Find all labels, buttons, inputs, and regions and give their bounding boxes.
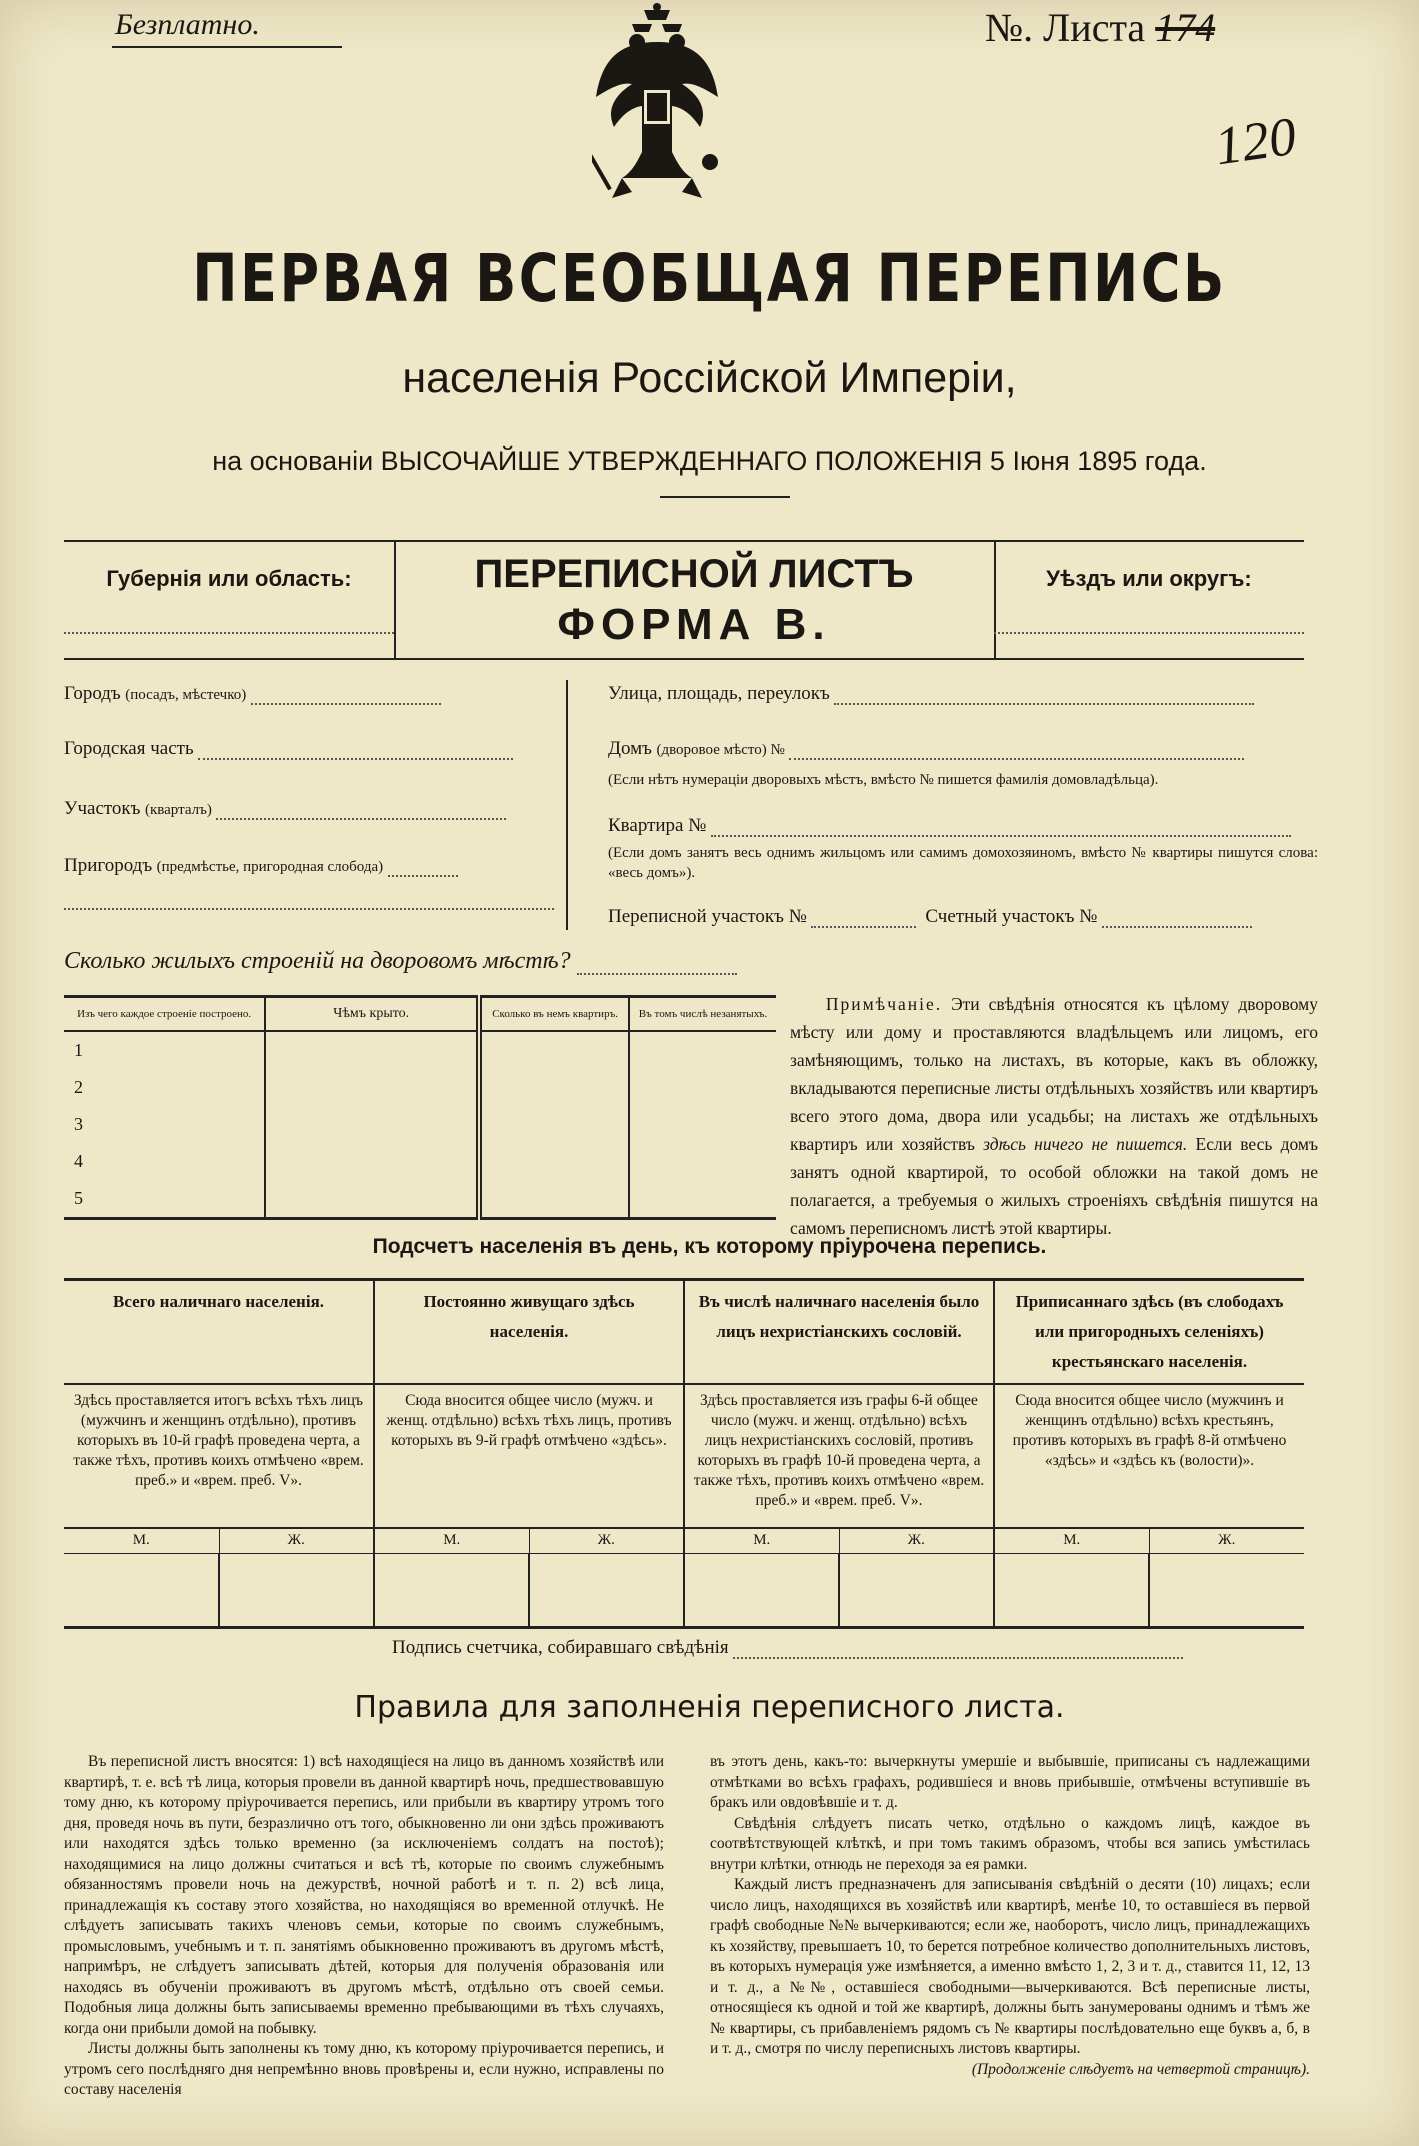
count-input-cell[interactable]: [219, 1554, 374, 1628]
house-label: Домъ: [608, 738, 652, 759]
district-field[interactable]: [994, 632, 1304, 634]
rules-paragraph: Въ переписной листъ вносятся: 1) всѣ находящіеся на лицо въ данномъ хозяйствѣ или квартирѣ, т. е. всѣ тѣ лица, которыя провели въ данной квартирѣ ночь, предшествовавшую тому дню, къ которому пріурочивается перепись, или прибыли въ квартиру утромъ того дня, проведя ночь въ пути, безразлично отъ того, обыкновенно ли они здѣсь проживаютъ или находятся здѣсь только временно (за исключеніемъ солдатъ на постоѣ); находящимися на лицо должны считаться и всѣ тѣ, которые по своимъ служебнымъ обязанностямъ провели ночь на дежурствѣ, ночной работѣ и т. п. 2) всѣ лица, принадлежащія къ составу этого хозяйства, но находящіяся во временной отлучкѣ. Не слѣдуетъ записывать такихъ членовъ семьи, которые по своимъ служебнымъ, промысловымъ, учебнымъ и т. п. занятіямъ обыкновенно проживаютъ въ другомъ мѣстѣ, напримѣръ, не слѣдуетъ записывать дѣтей, которыя для полученія образованія или находясь въ обученіи проживаютъ въ другомъ мѣстѣ, отдѣльно отъ своей семьи. Подобныя лица должны быть записываемы временно пребывающими въ тѣхъ случаяхъ, когда они прибыли домой на побывку.: [64, 1753, 664, 2037]
province-cell: [64, 542, 396, 658]
suburb-label: Пригородъ: [64, 855, 153, 876]
buildings-question-text: Сколько жилыхъ строеній на дворовомъ мѣстѣ?: [64, 948, 571, 974]
city-part-field[interactable]: [198, 758, 513, 760]
count-head-present: Всего наличнаго населенія.: [64, 1280, 374, 1385]
form-title: ПЕРЕПИСНОЙ ЛИСТЪ: [474, 552, 914, 596]
province-field[interactable]: [64, 632, 394, 634]
apartment-field[interactable]: [711, 835, 1291, 837]
sheet-number-label: №. Листа: [985, 5, 1146, 50]
table-cell[interactable]: [479, 1069, 629, 1106]
house-field[interactable]: [789, 758, 1244, 760]
imperial-eagle-emblem: [592, 2, 722, 207]
count-desc-peasants: Сюда вносится общее число (мужчинъ и женщинъ отдѣльно) всѣхъ крестьянъ, противъ которыхъ въ графѣ 8-й отмѣчено «здѣсь» и «здѣсь къ (волости)».: [994, 1384, 1304, 1528]
city-label: Городъ: [64, 683, 121, 704]
count-desc-present: Здѣсь проставляется итогъ всѣхъ тѣхъ лицъ (мужчинъ и женщинъ отдѣльно), противъ которыхъ въ 10-й графѣ проведена черта, а также тѣхъ, противъ коихъ отмѣчено «врем. преб.» и «врем. преб. V».: [73, 1392, 364, 1489]
row-number: 4: [74, 1151, 83, 1171]
signature-label: Подпись счетчика, собиравшаго свѣдѣнія: [392, 1637, 729, 1658]
street-label: Улица, площадь, переулокъ: [608, 683, 830, 704]
population-count-table: [64, 1278, 1304, 1629]
female-header: Ж.: [839, 1528, 994, 1554]
table-cell[interactable]: [265, 1031, 479, 1069]
city-part-label: Городская часть: [64, 738, 194, 759]
precinct-note: (кварталъ): [144, 802, 212, 818]
suburb-field-continued[interactable]: [64, 908, 554, 910]
male-header: М.: [64, 1528, 219, 1554]
remark-text-italic: здѣсь ничего не пишется.: [983, 1134, 1188, 1154]
table-cell[interactable]: [629, 1069, 776, 1106]
signature-field[interactable]: [733, 1657, 1183, 1659]
form-title-cell: [394, 542, 996, 658]
rules-paragraph: Свѣдѣнія слѣдуетъ писать четко, отдѣльно о каждомъ лицѣ, каждое въ соотвѣтствующей клѣткѣ, и при томъ такимъ образомъ, чтобы вся запись умѣстилась внутри клѣтки, отнюдь не переходя за ея рамки.: [710, 1814, 1310, 1873]
apartment-row: [608, 815, 1291, 837]
table-cell[interactable]: [479, 1031, 629, 1069]
row-number: 1: [74, 1040, 83, 1060]
city-row: [64, 683, 441, 705]
house-note: (дворовое мѣсто) №: [656, 742, 785, 758]
table-row: [64, 1106, 776, 1143]
count-section-title: Подсчетъ населенія въ день, къ которому пріурочена перепись.: [372, 1235, 1047, 1258]
house-hint: (Если нѣтъ нумераціи дворовыхъ мѣстъ, вмѣсто № пишется фамилія домовладѣльца).: [608, 772, 1159, 788]
table-cell[interactable]: [265, 1143, 479, 1180]
buildings-question: [64, 948, 737, 975]
count-input-cell[interactable]: [374, 1554, 529, 1628]
count-input-cell[interactable]: [839, 1554, 994, 1628]
sheet-number: [985, 4, 1215, 51]
legal-basis: на основаніи ВЫСОЧАЙШЕ УТВЕРЖДЕННАГО ПОЛОЖЕНІЯ 5 Іюня 1895 года.: [212, 446, 1207, 476]
rules-right-column: [710, 1752, 1310, 2080]
count-input-cell[interactable]: [1149, 1554, 1304, 1628]
address-divider: [566, 680, 568, 930]
count-input-cell[interactable]: [684, 1554, 839, 1628]
city-note: (посадъ, мѣстечко): [125, 687, 247, 703]
count-head-non-christian: Въ числѣ наличнаго населенія было лицъ нехристіанскихъ сословій.: [684, 1280, 994, 1385]
precinct-row: [64, 798, 506, 820]
table-cell[interactable]: [265, 1069, 479, 1106]
female-header: Ж.: [529, 1528, 684, 1554]
district-label: Уѣздъ или округъ:: [1046, 566, 1252, 591]
handwritten-number: 120: [1211, 105, 1300, 177]
free-underline: [112, 46, 342, 48]
remark-text-b: Если весь домъ занятъ одной квартирой, то особой обложки на такой домъ не полагается, а требуемыя о жилыхъ строеніяхъ свѣдѣнія пишутся на самомъ переписномъ листѣ этой квартиры.: [790, 1134, 1319, 1238]
precinct-field[interactable]: [216, 818, 506, 820]
count-input-cell[interactable]: [64, 1554, 219, 1628]
free-label: Безплатно.: [115, 8, 260, 41]
page-subtitle: населенія Россійской Имперіи,: [402, 354, 1017, 402]
rules-paragraph: Каждый листъ предназначенъ для записыванія свѣдѣній о десяти (10) лицахъ; если число лицъ, находящихся въ хозяйствѣ или квартирѣ, менѣе 10, то оставшіеся въ первой графѣ свободные №№ вычеркиваются; если же, наоборотъ, число лицъ, принадлежащихъ къ хозяйству, превышаетъ 10, то берется потребное количество дополнительныхъ листовъ, въ которыхъ нумерація уже измѣняется, а именно вмѣсто 1, 2, 3 и т. д., ставится 11, 12, 13 и т. д., а №№, оставшіеся свободными—вычеркиваются. Всѣ переписные листы, относящіеся къ одной и той же квартирѣ, должны быть занумерованы однимъ и тѣмъ же № квартиры, съ прибавленіемъ рядомъ съ № квартиры послѣдовательно еще буквъ а, б, в и т. д., смотря по числу переписныхъ листовъ квартиры.: [710, 1876, 1310, 2057]
count-area-field[interactable]: [1102, 926, 1252, 928]
remark-note: [790, 990, 1318, 1242]
female-header: Ж.: [219, 1528, 374, 1554]
apartment-label: Квартира №: [608, 815, 707, 836]
row-number: 2: [74, 1077, 83, 1097]
enumerator-signature-row: [392, 1637, 1183, 1659]
buildings-count-field[interactable]: [577, 973, 737, 975]
rules-paragraph: въ этотъ день, какъ-то: вычеркнуты умершіе и выбывшіе, приписаны съ надлежащими отмѣтками во всѣхъ графахъ, родившіеся и вновь прибывшіе, отмѣчены вступившіе въ бракъ или овдовѣвшіе и т. д.: [710, 1753, 1310, 1811]
rules-paragraph: Листы должны быть заполнены къ тому дню, къ которому пріурочивается перепись, и утромъ сего послѣдняго дня непремѣнно вновь провѣрены и, если нужно, исправлены по составу населенія: [64, 2040, 664, 2098]
table-cell[interactable]: [479, 1180, 629, 1219]
table-cell[interactable]: [265, 1180, 479, 1219]
suburb-note: (предмѣстье, пригородная слобода): [156, 859, 384, 875]
buildings-header-vacant: Въ томъ числѣ незанятыхъ.: [629, 997, 776, 1032]
table-row: [64, 1180, 776, 1219]
rules-title: Правила для заполненія переписного листа.: [354, 1690, 1065, 1725]
table-cell[interactable]: [629, 1031, 776, 1069]
table-cell[interactable]: [629, 1143, 776, 1180]
remark-label: Примѣчаніе.: [825, 994, 943, 1014]
row-number: 3: [74, 1114, 83, 1134]
street-field[interactable]: [834, 703, 1254, 705]
table-cell[interactable]: [265, 1106, 479, 1143]
table-cell[interactable]: [629, 1180, 776, 1219]
count-desc-permanent: Сюда вносится общее число (мужч. и женщ. отдѣльно) всѣхъ тѣхъ лицъ, противъ которыхъ въ 9-й графѣ отмѣчено «здѣсь».: [374, 1384, 684, 1528]
province-label: Губернія или область:: [106, 566, 352, 591]
male-header: М.: [374, 1528, 529, 1554]
buildings-header-apartments: Сколько въ немъ квартиръ.: [479, 997, 629, 1032]
city-part-row: [64, 738, 513, 760]
table-row: [64, 1031, 776, 1069]
table-cell[interactable]: [479, 1143, 629, 1180]
continuation-note: (Продолженіе слѣдуетъ на четвертой страницѣ).: [971, 2060, 1310, 2078]
city-field[interactable]: [251, 703, 441, 705]
sheet-number-struck: 174: [1155, 5, 1216, 50]
street-row: [608, 683, 1254, 705]
form-name: ФОРМА В.: [557, 600, 831, 649]
rules-left-column: [64, 1752, 664, 2101]
district-cell: [994, 542, 1304, 658]
apartment-hint: (Если домъ занятъ весь однимъ жильцомъ или самимъ домохозяиномъ, вмѣсто № квартиры пишутся слова: «весь домъ»).: [608, 845, 1318, 881]
precinct-label: Участокъ: [64, 798, 141, 819]
count-head-permanent: Постоянно живущаго здѣсь населенія.: [374, 1280, 684, 1385]
buildings-table: [64, 995, 776, 1220]
form-header-box: [64, 540, 1304, 660]
census-area-row: [608, 906, 1252, 928]
count-input-cell[interactable]: [529, 1554, 684, 1628]
female-header: Ж.: [1149, 1528, 1304, 1554]
male-header: М.: [684, 1528, 839, 1554]
table-cell[interactable]: [629, 1106, 776, 1143]
table-cell[interactable]: [479, 1106, 629, 1143]
buildings-header-material: Изъ чего каждое строеніе построено.: [64, 997, 265, 1032]
row-number: 5: [64, 1180, 265, 1219]
table-row: [64, 1069, 776, 1106]
census-area-field[interactable]: [811, 926, 916, 928]
count-desc-non-christian: Здѣсь проставляется изъ графы 6-й общее число (мужч. и женщ. отдѣльно) всѣхъ лицъ нехристіанскихъ сословій, противъ которыхъ въ графѣ 10-й проведена черта, а также тѣхъ, противъ коихъ отмѣчено «врем. преб.» и «врем. преб. V».: [684, 1384, 994, 1528]
census-area-label: Переписной участокъ №: [608, 906, 807, 927]
buildings-header-roof: Чѣмъ крыто.: [265, 997, 479, 1032]
count-area-label: Счетный участокъ №: [925, 906, 1098, 927]
title-divider: [660, 496, 790, 498]
count-input-cell[interactable]: [994, 1554, 1149, 1628]
remark-text-a: Эти свѣдѣнія относятся къ цѣлому дворовому мѣсту или дому и проставляются владѣльцемъ или лицомъ, его замѣняющимъ, только на листахъ, въ которые, какъ въ обложку, вкладываются переписные листы отдѣльныхъ хозяйствъ или квартиръ всего этого дома, двора или усадьбы; на листахъ же отдѣльныхъ квартиръ или хозяйствъ: [790, 994, 1318, 1154]
table-row: [64, 1143, 776, 1180]
count-head-peasants: Приписаннаго здѣсь (въ слободахъ или пригородныхъ селеніяхъ) крестьянскаго населенія.: [994, 1280, 1304, 1385]
page-title: ПЕРВАЯ ВСЕОБЩАЯ ПЕРЕПИСЬ: [192, 240, 1227, 317]
suburb-row: [64, 855, 458, 877]
male-header: М.: [994, 1528, 1149, 1554]
suburb-field[interactable]: [388, 875, 458, 877]
house-row: [608, 738, 1244, 760]
